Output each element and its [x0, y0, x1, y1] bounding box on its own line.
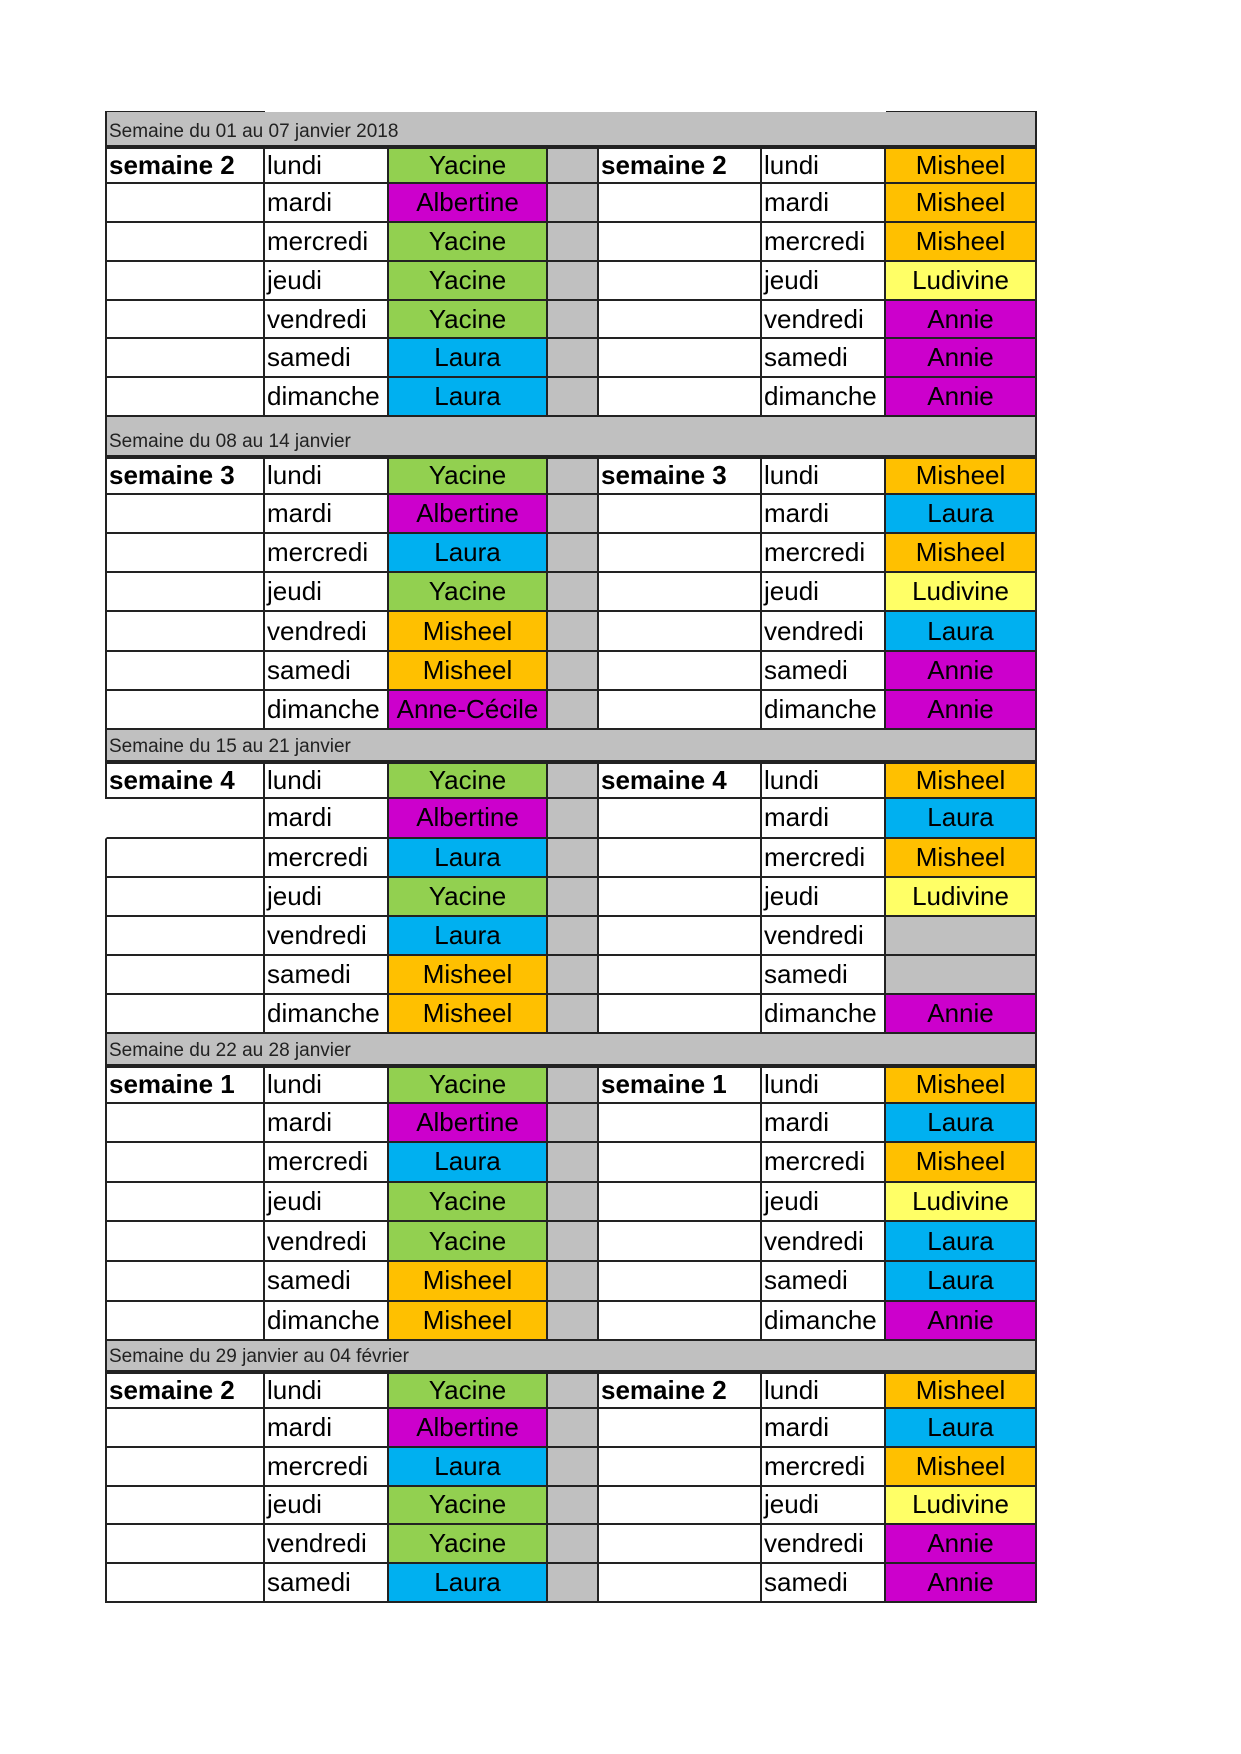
week-label-right[interactable]: semaine 4 [599, 762, 762, 799]
week-label-right[interactable] [599, 1448, 762, 1487]
separator-column[interactable] [548, 1222, 599, 1262]
assignee-left[interactable]: Misheel [389, 995, 548, 1034]
week-label-left[interactable] [105, 262, 265, 301]
week-label-right[interactable] [599, 799, 762, 838]
day-left[interactable]: vendredi [265, 612, 389, 651]
assignee-right[interactable] [886, 956, 1037, 995]
assignee-left[interactable]: Yacine [389, 762, 548, 799]
week-label-left[interactable] [105, 995, 265, 1034]
day-left[interactable]: jeudi [265, 573, 389, 612]
assignee-right[interactable]: Ludivine [886, 262, 1037, 301]
schedule-row [105, 956, 1037, 995]
assignee-right[interactable]: Ludivine [886, 878, 1037, 917]
week-label-left[interactable] [105, 1183, 265, 1223]
day-right[interactable]: samedi [762, 1564, 886, 1603]
separator-column[interactable] [548, 1183, 599, 1223]
week-label-left[interactable]: semaine 4 [105, 762, 265, 799]
schedule-row [105, 1370, 1037, 1409]
separator-column[interactable] [548, 1372, 599, 1409]
day-left[interactable]: mercredi [265, 534, 389, 573]
day-right[interactable]: mardi [762, 1104, 886, 1144]
week-label-right[interactable] [599, 1409, 762, 1448]
separator-column[interactable] [548, 1262, 599, 1302]
day-right[interactable]: jeudi [762, 573, 886, 612]
assignee-right[interactable]: Laura [886, 1222, 1037, 1262]
day-left[interactable]: jeudi [265, 262, 389, 301]
separator-column[interactable] [548, 1487, 599, 1526]
week-section-title: Semaine du 15 au 21 janvier [105, 730, 1037, 760]
schedule-row [105, 145, 1037, 184]
schedule-row [105, 1487, 1037, 1526]
assignee-left[interactable]: Laura [389, 917, 548, 956]
week-section-title: Semaine du 08 au 14 janvier [105, 417, 1037, 455]
day-left[interactable]: dimanche [265, 378, 389, 417]
day-left[interactable]: mercredi [265, 1448, 389, 1487]
day-left[interactable]: vendredi [265, 917, 389, 956]
assignee-left[interactable]: Yacine [389, 1183, 548, 1223]
week-section-title: Semaine du 01 au 07 janvier 2018 [105, 112, 1037, 145]
schedule-row [105, 534, 1037, 573]
separator-column[interactable] [548, 799, 599, 838]
day-right[interactable]: mercredi [762, 1448, 886, 1487]
week-label-left[interactable] [105, 652, 265, 691]
assignee-left[interactable]: Yacine [389, 223, 548, 262]
day-left[interactable]: samedi [265, 339, 389, 378]
assignee-left[interactable]: Misheel [389, 1262, 548, 1302]
week-label-right[interactable] [599, 1222, 762, 1262]
day-right[interactable]: jeudi [762, 878, 886, 917]
separator-column[interactable] [548, 339, 599, 378]
week-label-right[interactable] [599, 378, 762, 417]
week-label-left[interactable] [105, 691, 265, 730]
week-label-right[interactable] [599, 691, 762, 730]
week-label-right[interactable] [599, 262, 762, 301]
day-right[interactable]: jeudi [762, 262, 886, 301]
day-left[interactable]: samedi [265, 956, 389, 995]
day-left[interactable]: mercredi [265, 839, 389, 878]
week-label-right[interactable] [599, 1525, 762, 1564]
assignee-left[interactable]: Misheel [389, 652, 548, 691]
separator-column[interactable] [548, 917, 599, 956]
assignee-left[interactable]: Yacine [389, 301, 548, 340]
day-left[interactable]: vendredi [265, 301, 389, 340]
assignee-left[interactable]: Yacine [389, 1372, 548, 1409]
assignee-left[interactable]: Laura [389, 339, 548, 378]
day-right[interactable]: mardi [762, 799, 886, 838]
week-label-left[interactable] [105, 1564, 265, 1603]
week-label-right[interactable] [599, 223, 762, 262]
week-section [105, 1034, 1037, 1341]
assignee-left[interactable]: Yacine [389, 147, 548, 184]
separator-column[interactable] [548, 457, 599, 494]
assignee-right[interactable]: Annie [886, 995, 1037, 1034]
schedule-row [105, 301, 1037, 340]
assignee-right[interactable]: Misheel [886, 457, 1037, 494]
schedule-row [105, 455, 1037, 494]
day-right[interactable]: lundi [762, 762, 886, 799]
week-label-left[interactable] [105, 339, 265, 378]
separator-column[interactable] [548, 691, 599, 730]
day-right[interactable]: lundi [762, 1372, 886, 1409]
week-label-left[interactable] [105, 839, 265, 878]
schedule-row [105, 1222, 1037, 1262]
separator-column[interactable] [548, 878, 599, 917]
day-right[interactable]: vendredi [762, 917, 886, 956]
assignee-right[interactable]: Misheel [886, 223, 1037, 262]
day-left[interactable]: mardi [265, 799, 389, 838]
week-label-left[interactable]: semaine 2 [105, 147, 265, 184]
schedule-row [105, 917, 1037, 956]
schedule-row [105, 1409, 1037, 1448]
assignee-left[interactable]: Laura [389, 839, 548, 878]
assignee-right[interactable]: Annie [886, 652, 1037, 691]
schedule-row [105, 262, 1037, 301]
week-label-right[interactable] [599, 995, 762, 1034]
day-left[interactable]: mardi [265, 1104, 389, 1144]
assignee-right[interactable]: Annie [886, 1302, 1037, 1342]
schedule-row [105, 223, 1037, 262]
week-label-left[interactable] [105, 1302, 265, 1342]
week-label-left[interactable]: semaine 3 [105, 457, 265, 494]
assignee-right[interactable] [886, 917, 1037, 956]
schedule-row [105, 760, 1037, 799]
separator-column[interactable] [548, 184, 599, 223]
day-left[interactable]: samedi [265, 652, 389, 691]
assignee-left[interactable]: Laura [389, 378, 548, 417]
schedule-row [105, 1143, 1037, 1183]
week-label-right[interactable] [599, 301, 762, 340]
assignee-left[interactable]: Albertine [389, 495, 548, 534]
day-left[interactable]: mercredi [265, 1143, 389, 1183]
week-label-left[interactable] [105, 1525, 265, 1564]
week-label-left[interactable] [105, 378, 265, 417]
separator-column[interactable] [548, 1302, 599, 1342]
day-right[interactable]: vendredi [762, 1525, 886, 1564]
week-label-left[interactable] [105, 1143, 265, 1183]
day-right[interactable]: jeudi [762, 1183, 886, 1223]
week-section [105, 417, 1037, 730]
assignee-right[interactable]: Annie [886, 1525, 1037, 1564]
week-label-right[interactable] [599, 1487, 762, 1526]
separator-column[interactable] [548, 1066, 599, 1104]
day-left[interactable]: jeudi [265, 1183, 389, 1223]
assignee-right[interactable]: Misheel [886, 147, 1037, 184]
day-right[interactable]: mercredi [762, 534, 886, 573]
day-right[interactable]: lundi [762, 147, 886, 184]
assignee-left[interactable]: Albertine [389, 184, 548, 223]
day-left[interactable]: mardi [265, 184, 389, 223]
day-right[interactable]: samedi [762, 956, 886, 995]
week-label-left[interactable] [105, 301, 265, 340]
day-left[interactable]: dimanche [265, 1302, 389, 1342]
schedule-row [105, 573, 1037, 612]
week-label-right[interactable] [599, 1302, 762, 1342]
week-label-right[interactable] [599, 1104, 762, 1144]
week-section [105, 730, 1037, 1034]
week-label-left[interactable] [105, 612, 265, 651]
day-right[interactable]: lundi [762, 1066, 886, 1104]
assignee-right[interactable]: Annie [886, 301, 1037, 340]
day-right[interactable]: samedi [762, 339, 886, 378]
schedule-row [105, 839, 1037, 878]
separator-column[interactable] [548, 147, 599, 184]
day-left[interactable]: lundi [265, 457, 389, 494]
week-label-right[interactable] [599, 839, 762, 878]
week-label-left[interactable]: semaine 2 [105, 1372, 265, 1409]
day-right[interactable]: lundi [762, 457, 886, 494]
week-label-left[interactable] [105, 1262, 265, 1302]
day-left[interactable]: samedi [265, 1564, 389, 1603]
assignee-right[interactable]: Laura [886, 1262, 1037, 1302]
assignee-right[interactable]: Laura [886, 1409, 1037, 1448]
separator-column[interactable] [548, 378, 599, 417]
assignee-right[interactable]: Misheel [886, 1372, 1037, 1409]
week-label-right[interactable] [599, 612, 762, 651]
assignee-right[interactable]: Annie [886, 691, 1037, 730]
assignee-right[interactable]: Annie [886, 339, 1037, 378]
schedule-row [105, 878, 1037, 917]
day-right[interactable]: dimanche [762, 378, 886, 417]
assignee-right[interactable]: Misheel [886, 1143, 1037, 1183]
separator-column[interactable] [548, 1525, 599, 1564]
week-label-left[interactable] [105, 1448, 265, 1487]
assignee-left[interactable]: Yacine [389, 1066, 548, 1104]
separator-column[interactable] [548, 1143, 599, 1183]
week-label-right[interactable] [599, 339, 762, 378]
day-left[interactable]: lundi [265, 762, 389, 799]
assignee-right[interactable]: Laura [886, 612, 1037, 651]
assignee-left[interactable]: Yacine [389, 262, 548, 301]
day-right[interactable]: vendredi [762, 1222, 886, 1262]
assignee-right[interactable]: Misheel [886, 184, 1037, 223]
week-label-right[interactable] [599, 652, 762, 691]
day-left[interactable]: vendredi [265, 1222, 389, 1262]
day-left[interactable]: mercredi [265, 223, 389, 262]
day-left[interactable]: samedi [265, 1262, 389, 1302]
schedule-row [105, 1564, 1037, 1603]
assignee-right[interactable]: Annie [886, 378, 1037, 417]
separator-column[interactable] [548, 956, 599, 995]
day-right[interactable]: samedi [762, 652, 886, 691]
day-left[interactable]: lundi [265, 1372, 389, 1409]
separator-column[interactable] [548, 573, 599, 612]
assignee-left[interactable]: Yacine [389, 457, 548, 494]
assignee-right[interactable]: Misheel [886, 1448, 1037, 1487]
day-right[interactable]: samedi [762, 1262, 886, 1302]
assignee-right[interactable]: Laura [886, 799, 1037, 838]
assignee-right[interactable]: Ludivine [886, 573, 1037, 612]
week-label-right[interactable]: semaine 2 [599, 1372, 762, 1409]
separator-column[interactable] [548, 1104, 599, 1144]
schedule-row [105, 995, 1037, 1034]
day-right[interactable]: dimanche [762, 691, 886, 730]
schedule-row [105, 1302, 1037, 1342]
week-label-right[interactable] [599, 184, 762, 223]
week-label-right[interactable] [599, 534, 762, 573]
day-right[interactable]: jeudi [762, 1487, 886, 1526]
separator-column[interactable] [548, 301, 599, 340]
assignee-right[interactable]: Misheel [886, 1066, 1037, 1104]
week-label-left[interactable] [105, 1222, 265, 1262]
schedule-row [105, 612, 1037, 651]
schedule-row [105, 1448, 1037, 1487]
day-right[interactable]: mardi [762, 495, 886, 534]
day-right[interactable]: mardi [762, 1409, 886, 1448]
day-left[interactable]: lundi [265, 1066, 389, 1104]
week-label-left[interactable] [105, 917, 265, 956]
day-right[interactable]: mercredi [762, 223, 886, 262]
assignee-left[interactable]: Albertine [389, 1104, 548, 1144]
week-label-right[interactable]: semaine 3 [599, 457, 762, 494]
schedule-row [105, 799, 1037, 838]
separator-column[interactable] [548, 495, 599, 534]
assignee-right[interactable]: Misheel [886, 534, 1037, 573]
separator-column[interactable] [548, 839, 599, 878]
schedule-sheet [105, 112, 1037, 1603]
assignee-left[interactable]: Laura [389, 1564, 548, 1603]
day-right[interactable]: dimanche [762, 1302, 886, 1342]
schedule-row [105, 1064, 1037, 1104]
schedule-row [105, 691, 1037, 730]
assignee-left[interactable]: Yacine [389, 1487, 548, 1526]
week-label-left[interactable] [105, 1104, 265, 1144]
assignee-left[interactable]: Yacine [389, 878, 548, 917]
separator-column[interactable] [548, 995, 599, 1034]
day-left[interactable]: mardi [265, 495, 389, 534]
schedule-row [105, 495, 1037, 534]
week-section-title: Semaine du 29 janvier au 04 février [105, 1341, 1037, 1370]
schedule-row [105, 652, 1037, 691]
week-label-right[interactable] [599, 495, 762, 534]
week-label-left[interactable] [105, 799, 265, 838]
day-left[interactable]: jeudi [265, 878, 389, 917]
assignee-left[interactable]: Anne-Cécile [389, 691, 548, 730]
week-label-left[interactable] [105, 534, 265, 573]
day-right[interactable]: mercredi [762, 839, 886, 878]
schedule-row [105, 378, 1037, 417]
assignee-right[interactable]: Ludivine [886, 1183, 1037, 1223]
day-right[interactable]: dimanche [762, 995, 886, 1034]
week-label-left[interactable] [105, 184, 265, 223]
week-section [105, 1341, 1037, 1603]
separator-column[interactable] [548, 534, 599, 573]
assignee-right[interactable]: Misheel [886, 839, 1037, 878]
assignee-left[interactable]: Yacine [389, 573, 548, 612]
day-right[interactable]: mardi [762, 184, 886, 223]
separator-column[interactable] [548, 1564, 599, 1603]
day-left[interactable]: dimanche [265, 995, 389, 1034]
week-label-right[interactable] [599, 917, 762, 956]
week-label-right[interactable]: semaine 2 [599, 147, 762, 184]
week-label-right[interactable] [599, 573, 762, 612]
separator-column[interactable] [548, 1448, 599, 1487]
assignee-left[interactable]: Misheel [389, 1302, 548, 1342]
schedule-row [105, 339, 1037, 378]
assignee-right[interactable]: Laura [886, 1104, 1037, 1144]
assignee-right[interactable]: Laura [886, 495, 1037, 534]
schedule-row [105, 1525, 1037, 1564]
week-label-right[interactable] [599, 1564, 762, 1603]
week-label-left[interactable] [105, 1487, 265, 1526]
assignee-left[interactable]: Albertine [389, 799, 548, 838]
separator-column[interactable] [548, 612, 599, 651]
schedule-row [105, 1104, 1037, 1144]
day-left[interactable]: jeudi [265, 1487, 389, 1526]
assignee-right[interactable]: Ludivine [886, 1487, 1037, 1526]
assignee-left[interactable]: Laura [389, 1448, 548, 1487]
assignee-left[interactable]: Misheel [389, 612, 548, 651]
assignee-left[interactable]: Yacine [389, 1222, 548, 1262]
week-label-right[interactable] [599, 1183, 762, 1223]
day-right[interactable]: mercredi [762, 1143, 886, 1183]
week-label-left[interactable] [105, 495, 265, 534]
week-label-right[interactable]: semaine 1 [599, 1066, 762, 1104]
assignee-left[interactable]: Yacine [389, 1525, 548, 1564]
week-label-left[interactable] [105, 223, 265, 262]
day-left[interactable]: mardi [265, 1409, 389, 1448]
schedule-row [105, 184, 1037, 223]
separator-column[interactable] [548, 262, 599, 301]
separator-column[interactable] [548, 652, 599, 691]
day-right[interactable]: vendredi [762, 301, 886, 340]
day-left[interactable]: dimanche [265, 691, 389, 730]
assignee-left[interactable]: Albertine [389, 1409, 548, 1448]
assignee-left[interactable]: Misheel [389, 956, 548, 995]
separator-column[interactable] [548, 762, 599, 799]
week-label-left[interactable] [105, 956, 265, 995]
assignee-right[interactable]: Misheel [886, 762, 1037, 799]
week-label-right[interactable] [599, 878, 762, 917]
week-label-right[interactable] [599, 956, 762, 995]
day-right[interactable]: vendredi [762, 612, 886, 651]
schedule-row [105, 1262, 1037, 1302]
day-left[interactable]: vendredi [265, 1525, 389, 1564]
day-left[interactable]: lundi [265, 147, 389, 184]
week-label-right[interactable] [599, 1143, 762, 1183]
week-label-left[interactable] [105, 878, 265, 917]
week-label-left[interactable]: semaine 1 [105, 1066, 265, 1104]
assignee-right[interactable]: Annie [886, 1564, 1037, 1603]
week-label-left[interactable] [105, 573, 265, 612]
week-label-left[interactable] [105, 1409, 265, 1448]
separator-column[interactable] [548, 223, 599, 262]
week-section [105, 112, 1037, 417]
schedule-row [105, 1183, 1037, 1223]
week-section-title: Semaine du 22 au 28 janvier [105, 1034, 1037, 1064]
separator-column[interactable] [548, 1409, 599, 1448]
week-label-right[interactable] [599, 1262, 762, 1302]
assignee-left[interactable]: Laura [389, 1143, 548, 1183]
assignee-left[interactable]: Laura [389, 534, 548, 573]
